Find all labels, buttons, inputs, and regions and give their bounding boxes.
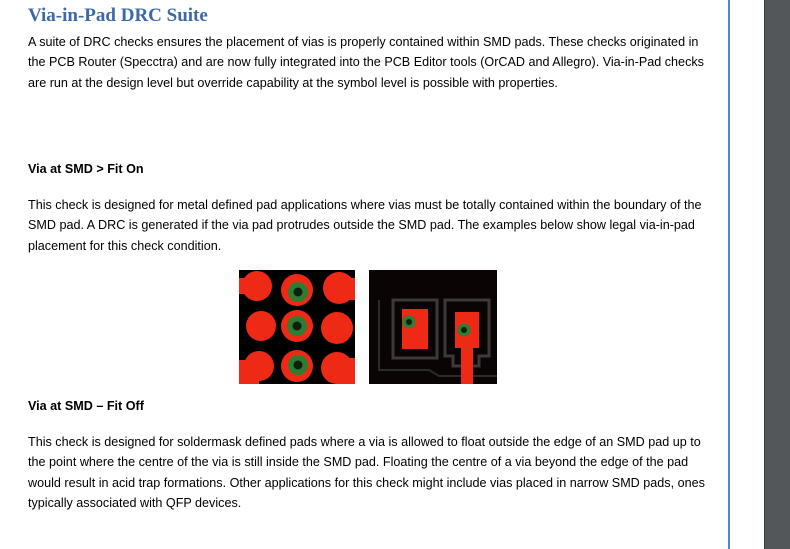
pad [321,312,353,344]
viewer-margin [730,0,764,549]
via-hole [461,327,467,333]
smd-via-in-pad-figure [369,270,497,384]
smd-pad [402,309,428,349]
smd-via-in-pad-drawing [369,270,497,384]
pad-trace [339,278,355,300]
pad [246,311,276,341]
scrollbar-edge [764,0,765,549]
pad-trace [239,360,259,384]
bga-via-in-pad-drawing [239,270,355,384]
scrollbar[interactable] [764,0,790,549]
smd-trace [461,346,473,384]
page-title: Via-in-Pad DRC Suite [28,5,208,26]
via-hole [294,361,303,370]
pad-trace [337,358,355,384]
pad-trace [239,278,257,294]
section-heading-fit-off: Via at SMD – Fit Off [28,399,144,413]
section-body-fit-on: This check is designed for metal defined pad applications where vias must be totally contained within the boundary of the SMD pad. A DRC is generated if the via pad protrudes outside the SMD pad. The examples below show legal via-in-pad placement for this check condition. [28,198,702,253]
intro-paragraph: A suite of DRC checks ensures the placement of vias is properly contained within SMD pads. These checks originated in the PCB Router (Specctra) and are now fully integrated into the PCB Editor tools (OrCAD and Allegro). Via-in-Pad checks are run at the design level but override capability at the symbol level is possible with properties. [28,35,704,90]
bga-via-in-pad-figure [239,270,355,384]
via-hole [406,319,412,325]
via-hole [293,322,302,331]
section-heading-fit-on: Via at SMD > Fit On [28,162,144,176]
via-hole [294,288,303,297]
section-body-fit-off: This check is designed for soldermask defined pads where a via is allowed to float outside the edge of an SMD pad up to the point where the centre of the via is still inside the SMD pad. Floating the centre of a via beyond the edge of the pad would result in acid trap formations. Other applications for this check might include vias placed in narrow SMD pads, ones typically associated with QFP devices. [28,435,705,510]
